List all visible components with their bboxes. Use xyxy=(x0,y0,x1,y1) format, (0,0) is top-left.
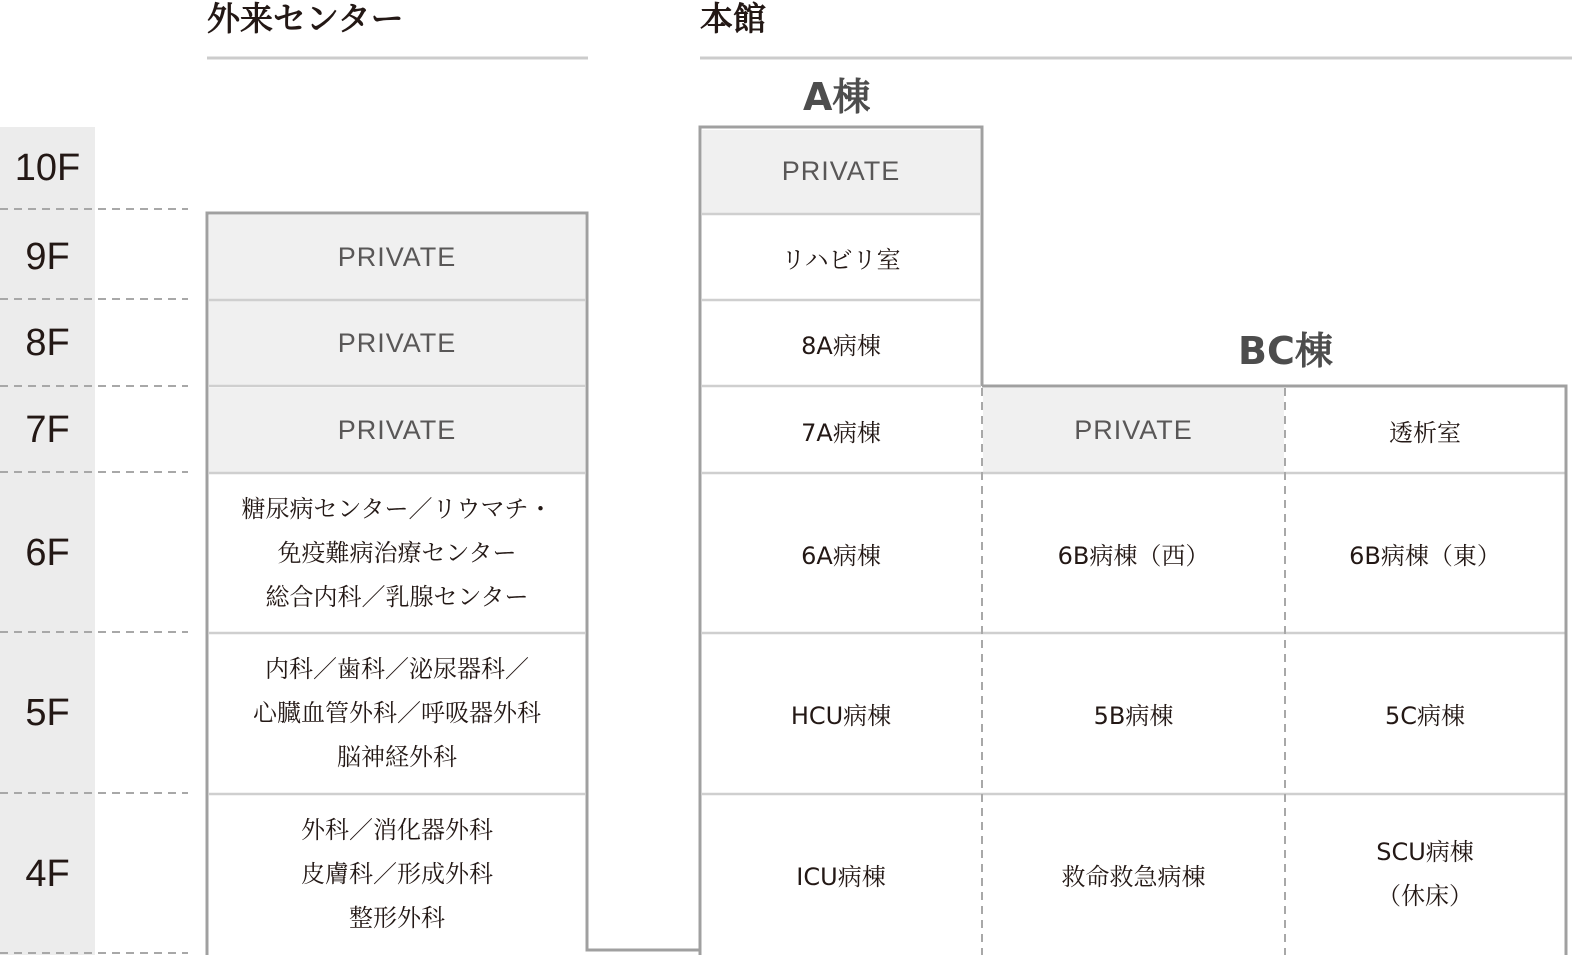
c-column-4f-cell: SCU病棟 （休床） xyxy=(1376,838,1474,910)
b-column-4f-cell: 救命救急病棟 xyxy=(1061,862,1206,891)
b-column-7f-cell: PRIVATE xyxy=(983,388,1284,472)
a-wing-7f-cell: 7A病棟 xyxy=(801,418,881,447)
outpatient-9f-cell: PRIVATE xyxy=(209,215,585,299)
a-wing-10f-cell: PRIVATE xyxy=(702,130,980,213)
outpatient-6f-cell: 糖尿病センター／リウマチ・ 免疫難病治療センター 総合内科／乳腺センター xyxy=(241,495,553,611)
c-column-5f-cell: 5C病棟 xyxy=(1384,701,1466,730)
main-building-title: 本館 xyxy=(700,0,766,38)
outpatient-5f-cell: 内科／歯科／泌尿器科／ 心臓血管外科／呼吸器外科 脳神経外科 xyxy=(253,655,541,771)
a-wing-8f-cell: 8A病棟 xyxy=(801,331,881,360)
outpatient-outline xyxy=(207,213,700,955)
floor-label-10f: 10F xyxy=(14,146,81,189)
b-column-6f-cell: 6B病棟（西） xyxy=(1057,541,1210,570)
c-column-6f-cell: 6B病棟（東） xyxy=(1349,541,1501,570)
floor-label-7f: 7F xyxy=(25,408,70,451)
outpatient-floor-lines xyxy=(208,300,586,794)
floor-label-4f: 4F xyxy=(25,852,70,895)
a-wing-title: A棟 xyxy=(803,75,871,119)
outpatient-8f-cell: PRIVATE xyxy=(209,301,585,385)
a-wing-outline xyxy=(700,127,982,955)
floor-label-5f: 5F xyxy=(25,691,70,734)
a-wing-9f-cell: リハビリ室 xyxy=(781,245,901,274)
bc-wing-outline xyxy=(982,386,1566,955)
floor-separators xyxy=(0,209,188,953)
outpatient-7f-cell: PRIVATE xyxy=(209,388,585,472)
outpatient-4f-cell: 外科／消化器外科 皮膚科／形成外科 整形外科 xyxy=(301,816,493,932)
a-wing-floor-lines xyxy=(701,214,1565,794)
bc-wing-title: BC棟 xyxy=(1238,329,1333,373)
b-column-5f-cell: 5B病棟 xyxy=(1093,701,1174,730)
outpatient-center-title: 外来センター xyxy=(207,0,404,38)
floor-label-8f: 8F xyxy=(25,321,70,364)
floor-label-9f: 9F xyxy=(25,235,70,278)
floor-label-6f: 6F xyxy=(25,531,70,574)
a-wing-6f-cell: 6A病棟 xyxy=(801,541,881,570)
a-wing-5f-cell: HCU病棟 xyxy=(790,701,892,730)
a-wing-4f-cell: ICU病棟 xyxy=(796,862,886,891)
c-column-7f-cell: 透析室 xyxy=(1389,418,1461,447)
